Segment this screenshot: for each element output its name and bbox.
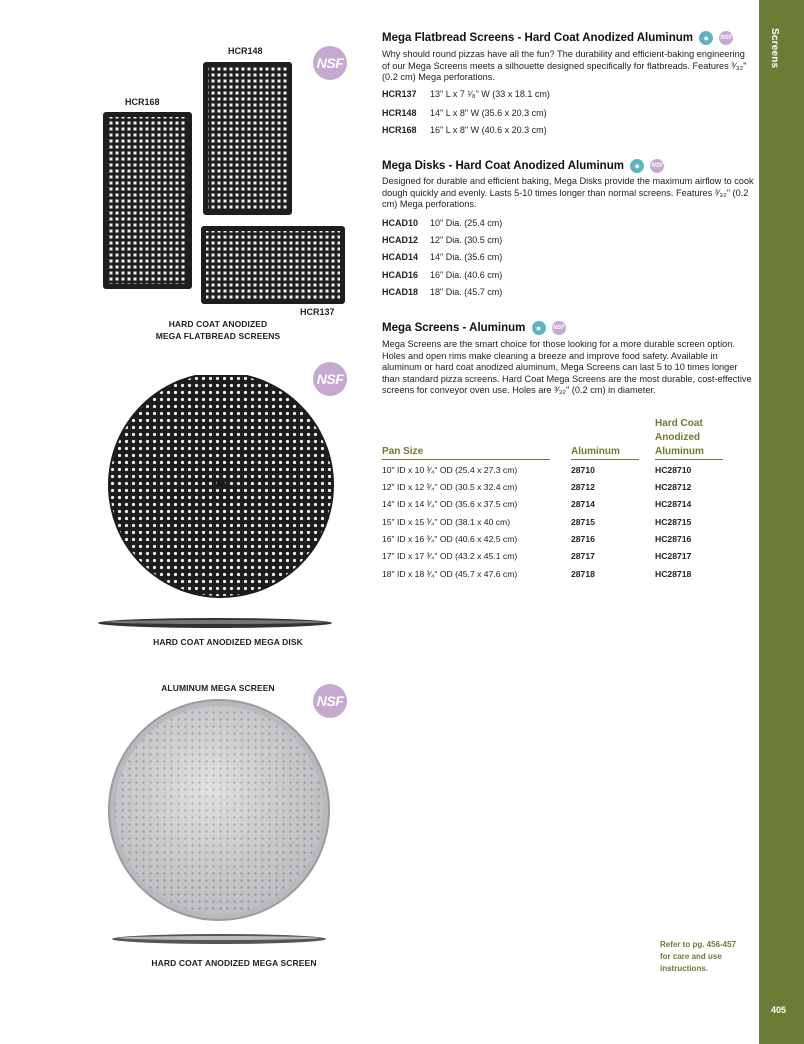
nsf-badge-icon: NSF <box>552 321 566 335</box>
nsf-logo: NSF <box>313 362 347 396</box>
nsf-logo: NSF <box>313 46 347 80</box>
nsf-badge-icon: NSF <box>719 31 733 45</box>
header-hard-coat-1: Hard Coat <box>655 418 703 429</box>
water-drop-icon: ● <box>532 321 546 335</box>
screens-description: Mega Screens are the smart choice for those looking for a more durable screen option. Holes and open rims make cleaning a breeze and improve food safety. Available in aluminum or hard coat anodized aluminum, Mega Screens can last 5 to 10 times longer than standard pizza screens. Hard Coat Mega Screens are the most durable, cost-effective screens for conveyor oven use. Holes are ³⁄₃₂" (0.2 cm) in diameter. <box>382 339 752 396</box>
water-drop-icon: ● <box>699 31 713 45</box>
page-number: 405 <box>771 1005 787 1015</box>
aluminum-screen-image <box>105 695 345 955</box>
spec-row: HCR137 13" L x 7 ¹⁄₈" W (33 x 18.1 cm) <box>382 89 550 99</box>
spec-row: HCAD16 16" Dia. (40.6 cm) <box>382 270 503 280</box>
spec-row: HCAD12 12" Dia. (30.5 cm) <box>382 235 503 245</box>
hcr168-label: HCR168 <box>125 97 160 107</box>
spec-row: HCAD10 10" Dia. (25.4 cm) <box>382 218 503 228</box>
header-hard-coat-2: Anodized <box>655 432 700 443</box>
sidebar-label: Screens <box>769 28 780 69</box>
aluminum-screen-caption: ALUMINUM MEGA SCREEN <box>161 683 275 693</box>
spec-row: HCR168 16" L x 8" W (40.6 x 20.3 cm) <box>382 125 547 135</box>
nsf-badge-icon: NSF <box>650 159 664 173</box>
mega-disk-caption: HARD COAT ANODIZED MEGA DISK <box>153 637 303 647</box>
spec-row: HCR148 14" L x 8" W (35.6 x 20.3 cm) <box>382 108 547 118</box>
header-pan-size: Pan Size <box>382 445 550 460</box>
header-aluminum: Aluminum <box>571 445 639 460</box>
flatbread-description: Why should round pizzas have all the fun? The durability and efficient-baking engineering of our Mega Screens meets a silhouette designed specifically for flatbreads. Features ³⁄₃₂" (0.2 cm) Mega perforations. <box>382 49 747 83</box>
nsf-logo: NSF <box>313 684 347 718</box>
flatbread-title: Mega Flatbread Screens - Hard Coat Anodized Aluminum ● NSF <box>382 32 733 44</box>
sidebar-band <box>759 0 804 1044</box>
disks-title: Mega Disks - Hard Coat Anodized Aluminum ● NSF <box>382 160 664 172</box>
hc-screen-caption: HARD COAT ANODIZED MEGA SCREEN <box>151 958 317 968</box>
care-note: Refer to pg. 456-457 for care and use instructions. <box>660 940 737 973</box>
hcr137-label: HCR137 <box>300 307 335 317</box>
header-hard-coat-3: Aluminum <box>655 445 723 460</box>
water-drop-icon: ● <box>630 159 644 173</box>
flatbread-caption-2: MEGA FLATBREAD SCREENS <box>155 331 281 341</box>
screens-title: Mega Screens - Aluminum ● NSF <box>382 322 565 334</box>
spec-row: HCAD14 14" Dia. (35.6 cm) <box>382 252 503 262</box>
hcr148-label: HCR148 <box>228 46 263 56</box>
flatbread-caption-1: HARD COAT ANODIZED <box>168 319 268 329</box>
spec-row: HCAD18 18" Dia. (45.7 cm) <box>382 287 503 297</box>
mega-disk-image <box>95 375 335 635</box>
disks-description: Designed for durable and efficient baking, Mega Disks provide the maximum airflow to cook dough quickly and evenly. Lasts 5-10 times longer than normal screens. Features ³⁄₃₂" (0.2 cm) Mega perforations. <box>382 176 754 210</box>
flatbread-screens-image <box>0 0 360 320</box>
